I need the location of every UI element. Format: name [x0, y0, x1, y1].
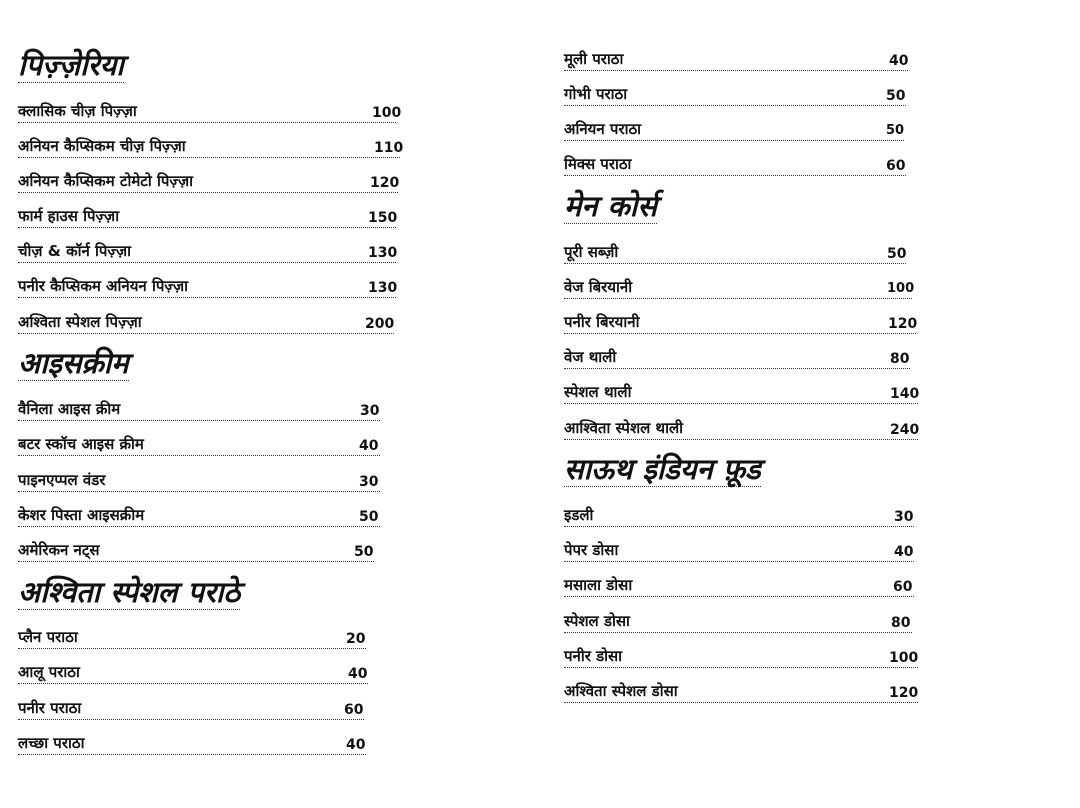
item-name: वेज बिरयानी — [564, 278, 633, 296]
item-name: पनीर पराठा — [18, 699, 82, 717]
item-price: 60 — [893, 579, 913, 595]
menu-item — [564, 50, 908, 71]
menu-item — [564, 419, 918, 440]
item-name: केशर पिस्ता आइसक्रीम — [18, 506, 145, 524]
menu-item — [564, 278, 915, 299]
item-price: 40 — [346, 737, 366, 753]
item-name: पनीर डोसा — [564, 647, 623, 665]
section-heading-icecream: आइसक्रीम — [18, 346, 129, 380]
menu-item — [18, 172, 398, 193]
item-price: 40 — [889, 53, 909, 69]
item-price: 110 — [374, 140, 404, 156]
item-price: 80 — [890, 351, 910, 367]
item-name: बटर स्कॉच आइस क्रीम — [18, 435, 144, 453]
item-price: 100 — [372, 105, 402, 121]
menu-item — [18, 137, 404, 158]
menu-item — [18, 699, 364, 720]
item-price: 30 — [360, 403, 380, 419]
item-price: 140 — [890, 386, 920, 402]
item-price: 100 — [889, 650, 919, 666]
menu-item — [564, 647, 918, 668]
item-price: 200 — [365, 316, 395, 332]
item-price: 30 — [359, 474, 379, 490]
menu-item — [564, 243, 906, 264]
item-price: 100 — [887, 281, 915, 296]
item-name: वैनिला आइस क्रीम — [18, 400, 121, 418]
menu-item — [564, 85, 906, 106]
menu-item — [564, 313, 916, 334]
menu-item — [564, 576, 914, 597]
menu-item — [564, 541, 914, 562]
item-price: 50 — [887, 246, 907, 262]
menu-item — [18, 435, 380, 456]
menu-item — [564, 120, 904, 141]
menu-item — [18, 628, 366, 649]
menu-item — [18, 277, 396, 298]
item-price: 50 — [886, 123, 905, 138]
menu-item — [18, 471, 380, 492]
item-name: पनीर कैप्सिकम अनियन पिज़्ज़ा — [18, 277, 188, 295]
menu-item — [564, 612, 912, 633]
item-name: स्पेशल डोसा — [564, 612, 630, 630]
item-price: 240 — [890, 422, 920, 438]
item-price: 80 — [891, 615, 911, 631]
item-name: गोभी पराठा — [564, 85, 628, 103]
item-name: पेपर डोसा — [564, 541, 619, 559]
item-name: प्लैन पराठा — [18, 628, 78, 646]
menu-item — [18, 506, 380, 527]
menu-item — [564, 682, 918, 703]
menu-item — [18, 663, 368, 684]
item-price: 40 — [894, 544, 914, 560]
item-name: अश्विता स्पेशल पिज़्ज़ा — [18, 313, 142, 331]
item-price: 130 — [368, 280, 398, 296]
item-price: 130 — [368, 245, 398, 261]
menu-item — [564, 155, 906, 176]
item-price: 60 — [886, 158, 906, 174]
menu-item — [18, 313, 394, 334]
item-price: 40 — [348, 666, 368, 682]
section-heading-south-indian: साऊथ इंडियन फ़ूड — [564, 452, 761, 486]
menu-item — [564, 506, 914, 527]
item-price: 30 — [894, 509, 914, 525]
section-heading-parathe: अश्विता स्पेशल पराठे — [18, 575, 241, 609]
menu-item — [564, 348, 910, 369]
item-price: 120 — [370, 175, 400, 191]
item-name: आश्विता स्पेशल थाली — [564, 419, 684, 437]
item-name: पनीर बिरयानी — [564, 313, 640, 331]
item-name: अनियन कैप्सिकम टोमेटो पिज़्ज़ा — [18, 172, 193, 190]
item-name: मिक्स पराठा — [564, 155, 632, 173]
menu-item — [18, 541, 374, 562]
item-name: फार्म हाउस पिज़्ज़ा — [18, 207, 120, 225]
item-name: लच्छा पराठा — [18, 734, 85, 752]
menu-item — [18, 102, 402, 123]
menu-item — [18, 734, 366, 755]
section-heading-main-course: मेन कोर्स — [564, 189, 657, 223]
item-price: 50 — [354, 544, 374, 560]
item-name: अनियन कैप्सिकम चीज़ पिज़्ज़ा — [18, 137, 186, 155]
item-price: 40 — [359, 438, 379, 454]
item-price: 60 — [344, 702, 364, 718]
item-price: 150 — [368, 210, 398, 226]
menu-item — [18, 207, 396, 228]
menu-item — [564, 383, 918, 404]
item-name: अमेरिकन नट्स — [18, 541, 100, 559]
menu-item — [18, 400, 380, 421]
item-name: मूली पराठा — [564, 50, 624, 68]
menu-item — [18, 242, 396, 263]
item-name: स्पेशल थाली — [564, 383, 632, 401]
item-name: मसाला डोसा — [564, 576, 633, 594]
item-name: इडली — [564, 506, 594, 524]
item-name: चीज़ & कॉर्न पिज़्ज़ा — [18, 242, 132, 260]
item-name: अनियन पराठा — [564, 120, 642, 138]
item-price: 50 — [359, 509, 379, 525]
item-name: पाइनएप्पल वंडर — [18, 471, 106, 489]
item-name: आलू पराठा — [18, 663, 80, 681]
section-heading-pizzeria: पिज़्ज़ेरिया — [18, 48, 124, 82]
item-name: क्लासिक चीज़ पिज़्ज़ा — [18, 102, 137, 120]
item-price: 120 — [888, 316, 918, 332]
item-name: पूरी सब्ज़ी — [564, 243, 619, 261]
item-name: वेज थाली — [564, 348, 617, 366]
item-price: 50 — [886, 88, 906, 104]
item-price: 120 — [889, 685, 919, 701]
item-name: अश्विता स्पेशल डोसा — [564, 682, 678, 700]
item-price: 20 — [346, 631, 366, 647]
